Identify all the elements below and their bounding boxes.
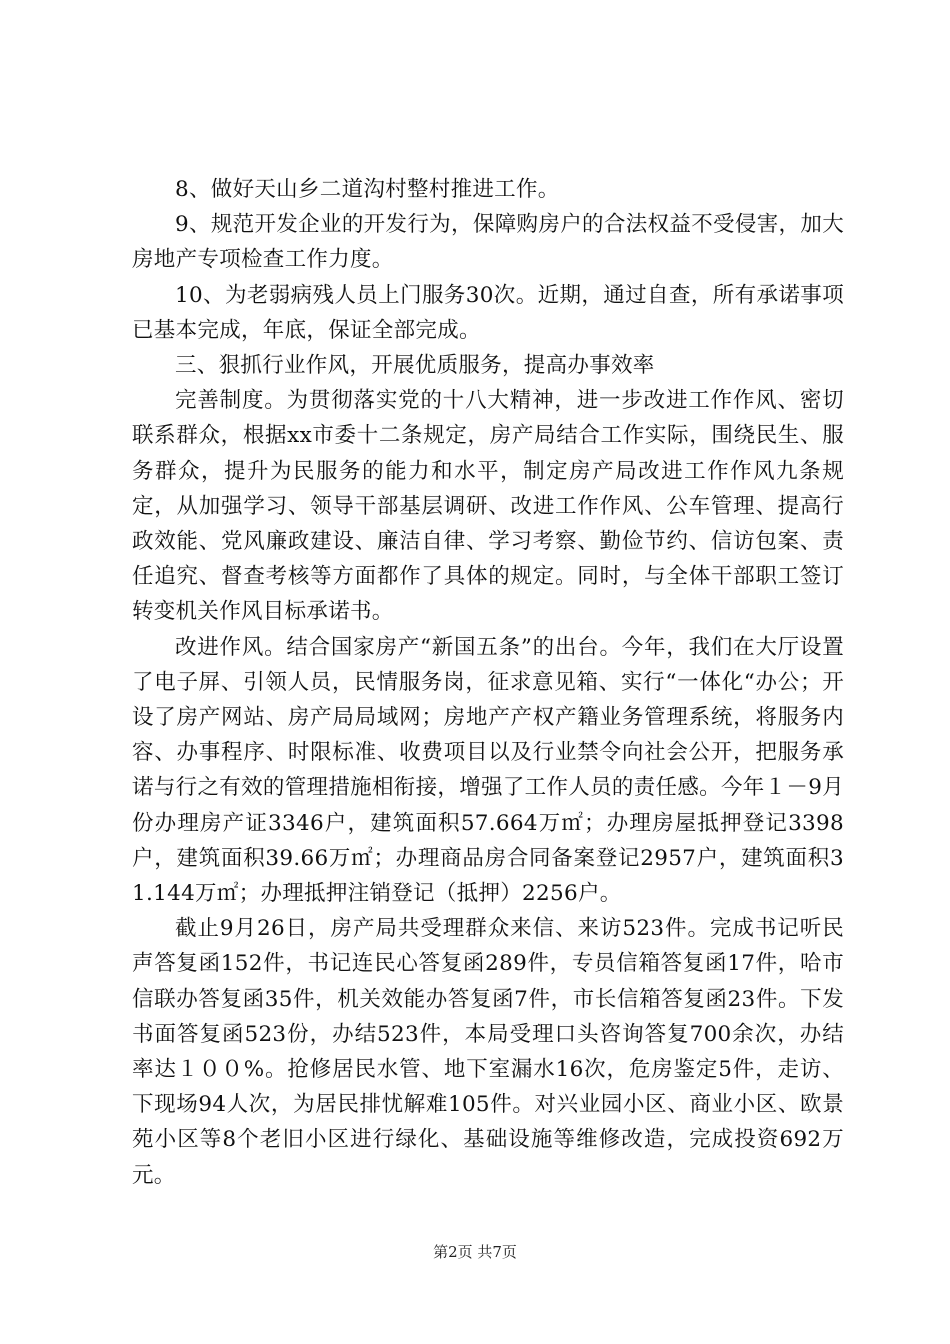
section-heading: 三、狠抓行业作风，开展优质服务，提高办事效率 [175, 353, 655, 379]
document-body [132, 172, 844, 1193]
paragraph-item-10: 10、为老弱病残人员上门服务30次。近期，通过自查，所有承诺事项已基本完成，年底，保证全部完成。 [132, 282, 844, 343]
paragraph-statistics: 截止9月26日，房产局共受理群众来信、来访523件。完成书记听民声答复函152件，书记连民心答复函289件，专员信箱答复函17件，哈市信联办答复函35件，机关效能办答复函7件，市长信箱答复函23件。下发书面答复函523份，办结523件，本局受理口头咨询答复700余次，办结率达１００%。抢修居民水管、地下室漏水16次，危房鉴定5件，走访、下现场94人次，为居民排忧解难105件。对兴业园小区、商业小区、欧景苑小区等8个老旧小区进行绿化、基础设施等维修改造，完成投资692万元。 [132, 916, 844, 1188]
paragraph-item-8: 8、做好天山乡二道沟村整村推进工作。 [175, 177, 560, 202]
page-number-footer: 第2页 共7页 [433, 1243, 517, 1261]
paragraph-improve-system: 完善制度。为贯彻落实党的十八大精神，进一步改进工作作风、密切联系群众，根据xx市委十二条规定，房产局结合工作实际，围绕民生、服务群众，提升为民服务的能力和水平，制定房产局改进工作作风九条规定，从加强学习、领导干部基层调研、改进工作作风、公车管理、提高行政效能、党风廉政建设、廉洁自律、学习考察、勤俭节约、信访包案、责任追究、督查考核等方面都作了具体的规定。同时，与全体干部职工签订转变机关作风目标承诺书。 [132, 388, 844, 625]
paragraph-item-9: 9、规范开发企业的开发行为，保障购房户的合法权益不受侵害，加大房地产专项检查工作力度。 [132, 212, 844, 273]
paragraph-improve-style: 改进作风。结合国家房产“新国五条”的出台。今年，我们在大厅设置了电子屏、引领人员，民情服务岗，征求意见箱、实行“一体化“办公；开设了房产网站、房产局局域网；房地产产权产籍业务管理系统，将服务内容、办事程序、时限标准、收费项目以及行业禁令向社会公开，把服务承诺与行之有效的管理措施相衔接，增强了工作人员的责任感。今年１－9月份办理房产证3346户，建筑面积57.664万㎡；办理房屋抵押登记3398户，建筑面积39.66万㎡；办理商品房合同备案登记2957户，建筑面积31.144万㎡；办理抵押注销登记（抵押）2256户。 [132, 634, 844, 907]
